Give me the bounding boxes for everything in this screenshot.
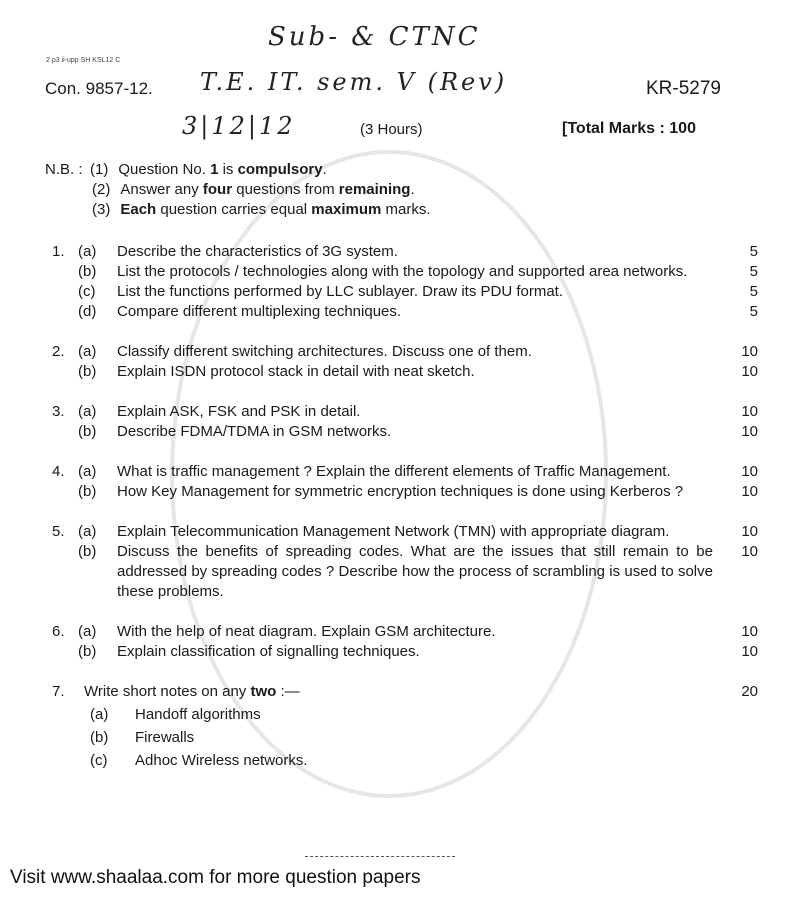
part-label: (a): [78, 243, 97, 260]
nb-label: N.B. :: [45, 161, 83, 178]
short-note-item: [0, 705, 731, 725]
questions-list: [0, 242, 800, 791]
part-label: (a): [78, 403, 97, 420]
question-part: [0, 642, 758, 662]
part-text: Explain classification of signalling techniques.: [117, 643, 420, 660]
total-marks: [Total Marks : 100: [562, 120, 696, 137]
nb-item-text: remaining: [338, 181, 411, 198]
nb-item-text: marks.: [381, 201, 431, 218]
short-note-item: [0, 751, 731, 771]
question-4: [0, 462, 800, 502]
duration: (3 Hours): [360, 121, 423, 138]
question-part: [0, 242, 758, 262]
part-marks: 10: [741, 483, 758, 500]
short-note-item: [0, 728, 731, 748]
paper-code: KR-5279: [646, 78, 721, 99]
nb-item-text: questions from: [232, 181, 339, 198]
question-part: [0, 282, 758, 302]
footer-text: Visit www.shaalaa.com for more question papers: [10, 867, 421, 888]
part-label: (b): [78, 483, 97, 500]
part-label: (c): [78, 283, 96, 300]
part-label: (a): [78, 463, 97, 480]
question-3: [0, 402, 800, 442]
question-7: [0, 682, 800, 771]
nb-item-text: four: [202, 181, 233, 198]
part-text: What is traffic management ? Explain the different elements of Traffic Management.: [117, 463, 671, 480]
question-number: 7.: [52, 683, 65, 700]
question-part: [0, 262, 758, 282]
part-marks: 10: [741, 343, 758, 360]
nb-item-text: 1: [210, 161, 219, 178]
handwritten-date: 3|12|12: [182, 112, 296, 140]
part-label: (b): [78, 263, 97, 280]
print-code: 2 p3 ii-upp SH KSL12 C: [46, 57, 121, 64]
question-1: [0, 242, 800, 322]
part-label: (a): [90, 706, 109, 723]
nb-item-text: Each: [120, 201, 157, 218]
part-label: (a): [78, 623, 97, 640]
part-text: Describe the characteristics of 3G system.: [117, 243, 398, 260]
nb-item: [92, 181, 415, 198]
part-label: (b): [78, 543, 97, 560]
part-label: (d): [78, 303, 97, 320]
part-marks: 5: [749, 263, 758, 280]
part-label: (c): [90, 752, 108, 769]
question-number: 5.: [52, 523, 65, 540]
part-text: Handoff algorithms: [135, 706, 261, 723]
part-text: Explain ASK, FSK and PSK in detail.: [117, 403, 361, 420]
question-part: [0, 622, 758, 642]
nb-item-number: (1): [90, 161, 109, 178]
part-text-bold: two: [250, 683, 277, 700]
handwritten-class: T.E. IT. sem. V (Rev): [200, 68, 508, 96]
part-label: (b): [78, 643, 97, 660]
question-part: [0, 362, 758, 382]
nb-item-text: maximum: [311, 201, 382, 218]
part-text: Discuss the benefits of spreading codes. What are the issues that still remain to be addressed by spreading codes ? Describe how the process of scrambling is used to solve these problems.: [117, 543, 713, 600]
question-part: [0, 422, 758, 442]
part-text: With the help of neat diagram. Explain GSM architecture.: [117, 623, 496, 640]
handwritten-subject: Sub- & CTNC: [268, 22, 481, 52]
question-number: 2.: [52, 343, 65, 360]
part-text: Write short notes on any: [84, 683, 251, 700]
question-part: [0, 342, 758, 362]
part-text: List the protocols / technologies along with the topology and supported area networks.: [117, 263, 688, 280]
nb-item-text: is: [218, 161, 238, 178]
con-number: Con. 9857-12.: [45, 79, 153, 98]
question-part: [0, 302, 758, 322]
part-text: Describe FDMA/TDMA in GSM networks.: [117, 423, 392, 440]
part-marks: 10: [741, 363, 758, 380]
part-marks: 10: [741, 403, 758, 420]
question-number: 1.: [52, 243, 65, 260]
nb-item-text: compulsory: [237, 161, 323, 178]
part-marks: 10: [741, 463, 758, 480]
nb-item-number: (3): [92, 201, 111, 218]
nb-item: [92, 201, 431, 218]
question-part: [0, 482, 758, 502]
question-2: [0, 342, 800, 382]
part-text: Classify different switching architectures. Discuss one of them.: [117, 343, 532, 360]
question-6: [0, 622, 800, 662]
part-marks: 10: [741, 523, 758, 540]
part-marks: 10: [741, 643, 758, 660]
part-text: Adhoc Wireless networks.: [135, 752, 308, 769]
part-label: (a): [78, 523, 97, 540]
nb-item: [90, 161, 327, 178]
part-label: (b): [78, 363, 97, 380]
part-label: (b): [90, 729, 109, 746]
part-text: Explain ISDN protocol stack in detail with neat sketch.: [117, 363, 475, 380]
part-text: List the functions performed by LLC sublayer. Draw its PDU format.: [117, 283, 564, 300]
question-part: [0, 522, 758, 542]
end-divider: [305, 856, 455, 857]
question-part: [0, 542, 758, 602]
part-marks: 5: [749, 283, 758, 300]
question-number: 4.: [52, 463, 65, 480]
part-marks: 10: [741, 623, 758, 640]
part-label: (a): [78, 343, 97, 360]
part-text: Firewalls: [135, 729, 195, 746]
nb-item-number: (2): [92, 181, 111, 198]
part-text: How Key Management for symmetric encryption techniques is done using Kerberos ?: [117, 483, 684, 500]
nb-item-text: .: [410, 181, 415, 198]
nb-item-text: .: [322, 161, 327, 178]
part-marks: 10: [741, 543, 758, 560]
question-number: 6.: [52, 623, 65, 640]
part-label: (b): [78, 423, 97, 440]
part-marks: 5: [749, 243, 758, 260]
part-marks: 10: [741, 423, 758, 440]
part-text: Compare different multiplexing techniques.: [117, 303, 402, 320]
question-part: [0, 462, 758, 482]
question-5: [0, 522, 800, 602]
question-part: [0, 402, 758, 422]
question-number: 3.: [52, 403, 65, 420]
part-marks: 5: [749, 303, 758, 320]
part-text: :—: [276, 683, 300, 700]
nb-item-text: question carries equal: [156, 201, 312, 218]
part-text: Explain Telecommunication Management Network (TMN) with appropriate diagram.: [117, 523, 670, 540]
question-part: [0, 682, 758, 702]
nb-item-text: Question No.: [118, 161, 211, 178]
nb-item-text: Answer any: [120, 181, 203, 198]
part-marks: 20: [741, 683, 758, 700]
